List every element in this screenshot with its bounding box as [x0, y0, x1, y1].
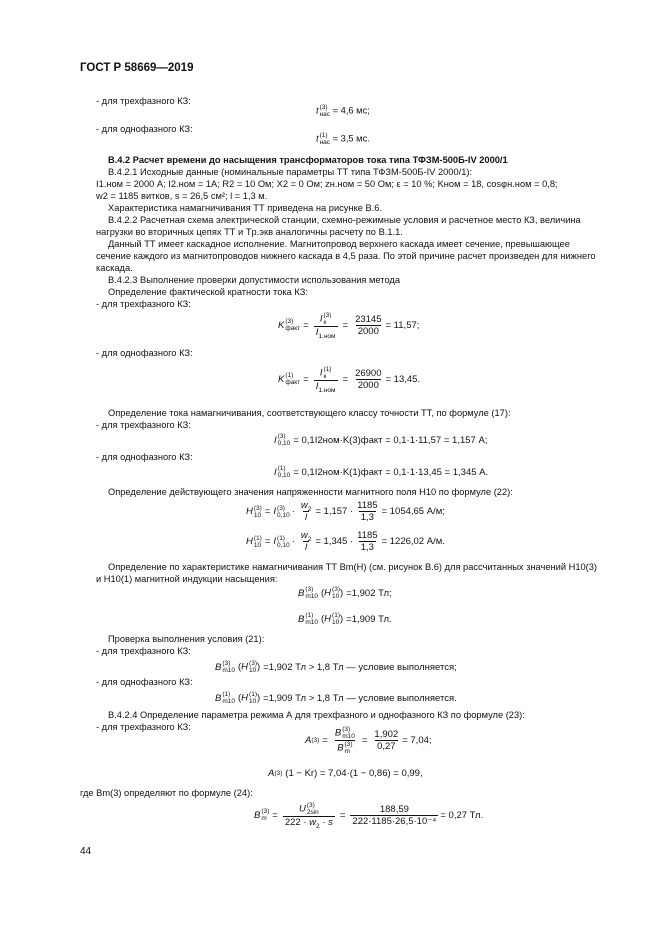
text-line: В.4.2.3 Выполнение проверки допустимости использования метода [108, 275, 401, 285]
text-line: Проверка выполнения условия (21): [108, 634, 265, 644]
text-line: Определение фактической кратности тока КЗ: [108, 287, 308, 297]
formula-sub: факт [285, 325, 301, 332]
document-header: ГОСТ Р 58669—2019 [80, 62, 194, 74]
formula-tnas-1-value: = 3,5 мс. [332, 133, 370, 144]
formula-sup: (3) [285, 318, 294, 325]
text-line: - для однофазного КЗ: [96, 452, 193, 462]
formula-result: = 11,57; [385, 319, 420, 331]
formula-result: = 7,04; [402, 735, 432, 746]
formula-result: = 13,45. [385, 373, 421, 385]
formula-sub: к [323, 373, 327, 380]
text-line: сечение каждого из магнитопроводов нижнего каскада в 4,5 раза. По этой причине расчет произведен для нижнего [96, 251, 596, 261]
formula-result: (1 − Kr) = 7,04·(1 − 0,86) = 0,99, [285, 768, 423, 779]
text-line: - для трехфазного КЗ: [96, 722, 191, 732]
formula-h10-1: H (1) 10 = I (1) 0,10 · $\frac{w_2}{l}$ = 1,345 · $\frac{1185}{1,3}$ = 1226,02 А/м. [246, 530, 445, 553]
text-line: Определение тока намагничивания, соответствующего классу точности ТТ, по формуле (17): [108, 408, 511, 418]
formula-symbol: I [319, 367, 323, 379]
formula-result: =1,902 Тл; [346, 587, 392, 599]
formula-bm-1: B (1) m10 (H (1) 10 ) =1,909 Тл. [298, 612, 392, 626]
text-line: - для однофазного КЗ: [96, 124, 193, 134]
page-number: 44 [80, 846, 92, 857]
formula-tnas-1: t (1) нас = 3,5 мс. [316, 132, 370, 146]
text-line: - для трехфазного КЗ: [96, 420, 191, 430]
text-line: - для трехфазного КЗ: [96, 646, 191, 656]
text-line: В.4.2.2 Расчетная схема электрической станции, схемно-режимные условия и расчетное место КЗ, величина [108, 215, 581, 225]
formula-sup: (1) [285, 372, 294, 379]
text-line: Определение действующего значения напряженности магнитного поля H10 по формуле (22): [108, 487, 513, 497]
formula-kfakt-1: K (1) факт = I (1) к $I_{1.ном}$ = $\frac{26900}{2000}$ = 13,45. [278, 366, 421, 394]
formula-sub: к [323, 319, 327, 326]
formula-result: = 1226,02 А/м. [381, 536, 445, 547]
formula-sup: (3) [323, 312, 332, 319]
text-line: - для трехфазного КЗ: [96, 96, 191, 106]
formula-part: = 1,157 · [315, 506, 354, 517]
formula-numerator: 1,902 [374, 729, 399, 740]
formula-numerator: 1185 [357, 530, 378, 541]
text-line: Данный ТТ имеет каскадное исполнение. Магнитопровод верхнего каскада имеет сечение, превышающее [108, 239, 570, 249]
text-line: Характеристика намагничивания ТТ приведена на рисунке В.6. [108, 203, 383, 213]
formula-h10-3: H (3) 10 = I (3) 0,10 · $\frac{w_2}{l}$ = 1,157 · $\frac{1185}{1,3}$ = 1054,65 А/м; [246, 500, 445, 523]
formula-i010-1: I (1) 0,10 = 0,1I2ном·K(1)факт = 0,1·1·13,45 = 1,345 А. [274, 465, 489, 479]
formula-denominator: 0,27 [377, 741, 396, 752]
formula-kfakt-3: K (3) факт = I (3) к $I_{1.ном}$ = $\frac{23145}{2000}$ = 11,57; [278, 312, 420, 340]
formula-result: = 0,1I2ном·K(1)факт = 0,1·1·13,45 = 1,345 А. [293, 466, 489, 478]
formula-denominator: 2000 [357, 325, 379, 337]
formula-check-1: B (1) m10 (H (1) 10 ) =1,909 Тл > 1,8 Тл — условие выполняется. [215, 691, 457, 705]
formula-denominator: 1,3 [360, 542, 374, 553]
formula-denominator: 222·1185·26,5·10⁻⁴ [352, 815, 437, 827]
text-line: нагрузки во вторичных цепях ТТ и Tр.экв аналогичны расчету по В.1.1. [96, 227, 403, 237]
formula-sup: (1) [323, 366, 332, 373]
text-line: I1.ном = 2000 А; I2.ном = 1А; R2 = 10 Ом; X2 = 0 Ом; zн.ном = 50 Ом; ε = 10 %; Kном = 18, cosφн.ном = 0,8; [96, 179, 558, 189]
formula-result: = 0,1I2ном·K(3)факт = 0,1·1·11,57 = 1,157 А; [293, 434, 488, 446]
formula-i010-3: I (3) 0,10 = 0,1I2ном·K(3)факт = 0,1·1·11,57 = 1,157 А; [274, 433, 488, 447]
formula-sub: 1.ном [318, 386, 336, 394]
formula-denominator: 2000 [357, 379, 379, 391]
text-line: В.4.2.1 Исходные данные (номинальные параметры ТТ типа ТФЗМ-500Б-IV 2000/1): [108, 167, 473, 177]
formula-check-3: B (3) m10 (H (3) 10 ) =1,902 Тл > 1,8 Тл — условие выполняется; [215, 660, 457, 674]
formula-symbol: K [278, 319, 285, 331]
text-line: где Bm(3) определяют по формуле (24): [80, 788, 253, 798]
formula-part: = 1,345 · [315, 536, 354, 547]
text-line: - для трехфазного КЗ: [96, 299, 191, 309]
text-line: каскада. [96, 263, 133, 273]
formula-numerator: 23145 [355, 313, 382, 325]
text-line: Определение по характеристике намагничивания ТТ Bm(H) (см. рисунок В.6) для рассчитанных значений H10(3) [108, 562, 598, 572]
formula-symbol: K [278, 373, 285, 385]
text-line: - для однофазного КЗ: [96, 348, 193, 358]
formula-tnas-3: t (3) нас = 4,6 мс; [316, 104, 370, 118]
formula-result: =1,909 Тл. [346, 613, 392, 625]
formula-numerator: 188,59 [379, 803, 409, 815]
formula-denominator: 1,3 [360, 512, 374, 523]
formula-bm-3: B (3) m10 (H (3) 10 ) =1,902 Тл; [298, 586, 392, 600]
formula-sub: факт [285, 379, 301, 386]
formula-tnas-3-value: = 4,6 мс; [332, 105, 370, 116]
section-heading: В.4.2 Расчет времени до насыщения трансформаторов тока типа ТФЗМ-500Б-IV 2000/1 [108, 155, 508, 165]
formula-symbol: I [315, 381, 319, 392]
formula-a3: A (3) = B (3) m10 B (3) m = $\frac{1,902}{0,27}$ = 7,04; [305, 726, 432, 755]
formula-symbol: I [319, 313, 323, 325]
formula-result: =1,902 Тл > 1,8 Тл — условие выполняется; [263, 661, 457, 673]
formula-result: = 0,27 Тл. [440, 809, 484, 821]
formula-result: = 1054,65 А/м; [381, 506, 445, 517]
formula-a3-kr: A (3) (1 − Kr) = 7,04·(1 − 0,86) = 0,99, [268, 768, 423, 779]
text-line: - для однофазного КЗ: [96, 677, 193, 687]
text-line: В.4.2.4 Определение параметра режима А для трехфазного и однофазного КЗ по формуле (23): [108, 710, 525, 720]
text-line: w2 = 1185 витков, s = 26,5 см²; l = 1,3 м. [96, 191, 268, 201]
formula-symbol: I [315, 327, 319, 338]
formula-numerator: 26900 [355, 367, 382, 379]
formula-bm: B (3) m = U (3) 2sin $222 \cdot w_2 \cdot s$ = $\frac{188,59}{\text{222·1185·26,5·10⁻⁴}}$ = 0,27 Тл. [254, 802, 484, 830]
formula-sub: 1.ном [318, 332, 336, 340]
formula-numerator: 1185 [357, 500, 378, 511]
text-line: и H10(1) магнитной индукции насыщения: [96, 574, 278, 584]
formula-result: =1,909 Тл > 1,8 Тл — условие выполняется. [263, 692, 457, 704]
